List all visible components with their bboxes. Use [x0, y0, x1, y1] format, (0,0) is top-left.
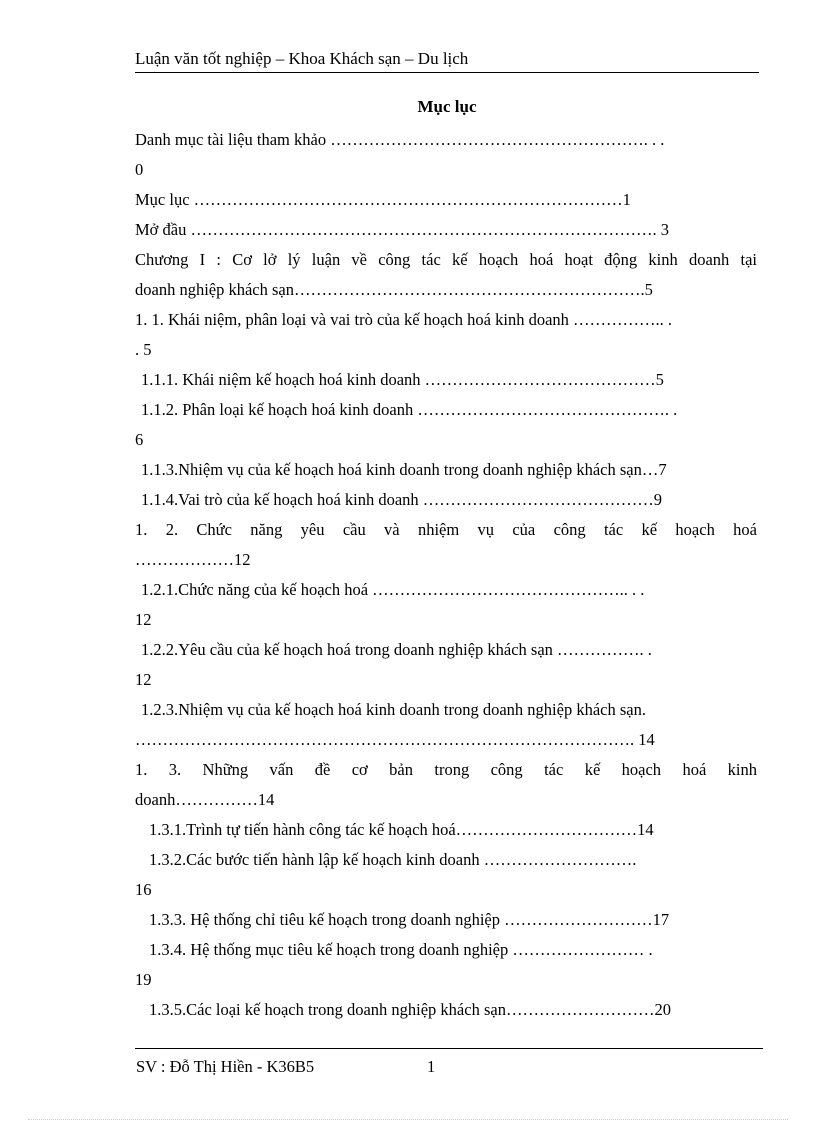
toc-line: 1.1.3.Nhiệm vụ của kế hoạch hoá kinh doanh trong doanh nghiệp khách sạn…7	[141, 460, 667, 479]
toc-line: doanh……………14	[135, 790, 275, 809]
toc-line: 1. 2. Chức năng yêu cầu và nhiệm vụ của công tác kế hoạch hoá	[135, 520, 757, 539]
toc-line: 0	[135, 160, 144, 179]
toc-line: 1.3.3. Hệ thống chỉ tiêu kế hoạch trong doanh nghiệp ………………………17	[149, 910, 670, 929]
page-edge	[28, 1119, 788, 1120]
toc-line: 19	[135, 970, 152, 989]
table-of-contents	[135, 125, 757, 1025]
toc-line: 1.2.3.Nhiệm vụ của kế hoạch hoá kinh doanh trong doanh nghiệp khách sạn.	[141, 700, 646, 719]
toc-line: 16	[135, 880, 152, 899]
header-rule	[135, 72, 759, 73]
toc-line: Chương I : Cơ lở lý luận về công tác kế hoạch hoá hoạt động kinh doanh tại	[135, 250, 757, 269]
toc-line: . 5	[135, 340, 152, 359]
toc-line: 12	[135, 670, 152, 689]
toc-line: 6	[135, 430, 144, 449]
page-number: 1	[427, 1057, 436, 1076]
toc-line: Mục lục ……………………………………………………………………1	[135, 190, 631, 209]
toc-line: 1.3.1.Trình tự tiến hành công tác kế hoạch hoá……………………………14	[149, 820, 654, 839]
toc-line: 1.1.2. Phân loại kế hoạch hoá kinh doanh ………………………………………. .	[141, 400, 678, 419]
toc-line: 1.2.1.Chức năng của kế hoạch hoá ……………………………………….. . .	[141, 580, 645, 599]
toc-line: 1.1.4.Vai trò của kế hoạch hoá kinh doanh ……………………………………9	[141, 490, 663, 509]
toc-line: 1.3.5.Các loại kế hoạch trong doanh nghiệp khách sạn………………………20	[149, 1000, 671, 1019]
toc-line: 1.3.2.Các bước tiến hành lập kế hoạch kinh doanh ……………………….	[149, 850, 637, 869]
toc-title: Mục lục	[417, 97, 477, 116]
toc-line: Danh mục tài liệu tham khảo …………………………………………………. . .	[135, 130, 665, 149]
toc-line: 1.3.4. Hệ thống mục tiêu kế hoạch trong doanh nghiệp …………………… .	[149, 940, 653, 959]
toc-line: Mở đầu …………………………………………………………………………. 3	[135, 220, 669, 239]
footer-rule	[135, 1048, 763, 1049]
toc-line: ………………………………………………………………………………. 14	[135, 730, 655, 749]
toc-line: ………………12	[135, 550, 251, 569]
running-header: Luận văn tốt nghiệp – Khoa Khách sạn – Du lịch	[135, 49, 469, 68]
toc-line: 1.2.2.Yêu cầu của kế hoạch hoá trong doanh nghiệp khách sạn ……………. .	[141, 640, 652, 659]
toc-line: doanh nghiệp khách sạn……………………………………………………….5	[135, 280, 653, 299]
toc-line: 1. 3. Những vấn đề cơ bản trong công tác kế hoạch hoá kinh	[135, 760, 757, 779]
toc-line: 12	[135, 610, 152, 629]
toc-line: 1. 1. Khái niệm, phân loại và vai trò của kế hoạch hoá kinh doanh …………….. .	[135, 310, 673, 329]
footer-student: SV : Đỗ Thị Hiền - K36B5	[136, 1057, 315, 1076]
toc-line: 1.1.1. Khái niệm kế hoạch hoá kinh doanh ……………………………………5	[141, 370, 664, 389]
